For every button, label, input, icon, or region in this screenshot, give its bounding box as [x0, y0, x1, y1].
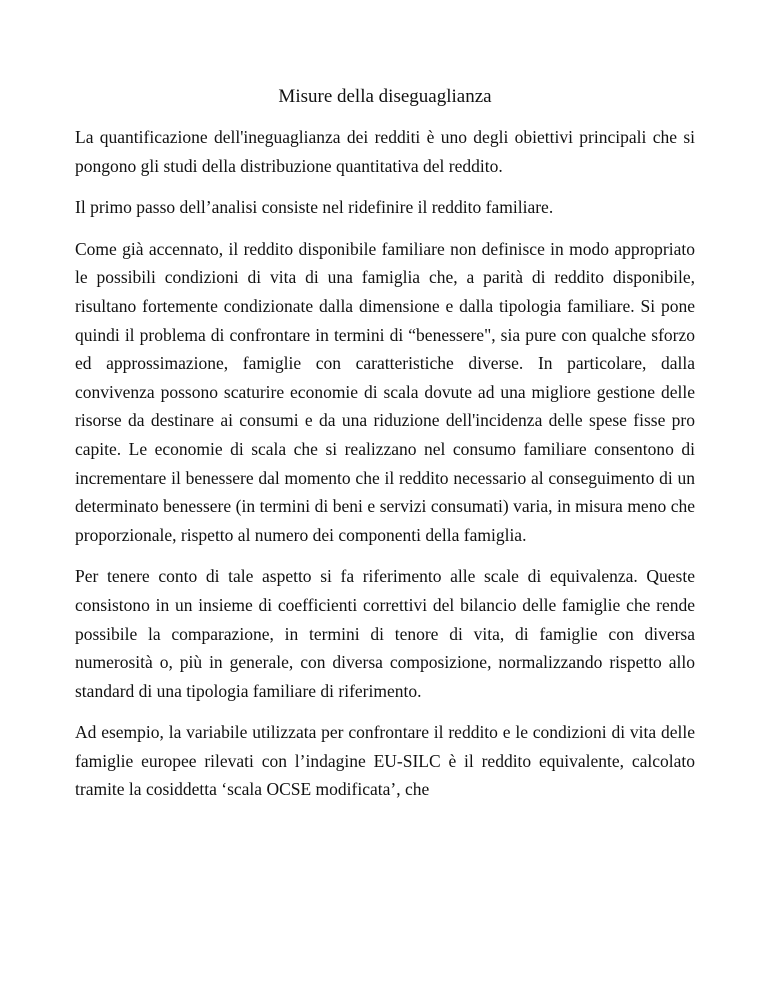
document-page [75, 83, 695, 804]
paragraph-first-step: Il primo passo dell’analisi consiste nel ridefinire il reddito familiare. [75, 197, 554, 218]
paragraph-equivalence-scales: Per tenere conto di tale aspetto si fa riferimento alle scale di equivalenza. Queste consistono in un insieme di coefficienti correttivi del bilancio delle famiglie che rende possibile la comparazione, in termini di tenore di vita, di famiglie con diversa numerosità o, più in generale, con diversa composizione, normalizzando rispetto allo standard di una tipologia familiare di riferimento. [75, 566, 695, 701]
paragraph-intro: La quantificazione dell'ineguaglianza dei redditi è uno degli obiettivi principali che si pongono gli studi della distribuzione quantitativa del reddito. [75, 127, 695, 176]
paragraph-eu-silc-example: Ad esempio, la variabile utilizzata per confrontare il reddito e le condizioni di vita delle famiglie europee rilevati con l’indagine EU-SILC è il reddito equivalente, calcolato tramite la cosiddetta ‘scala OCSE modificata’, che [75, 722, 695, 800]
document-title: Misure della diseguaglianza [278, 86, 492, 107]
paragraph-disposable-income: Come già accennato, il reddito disponibile familiare non definisce in modo appropriato le possibili condizioni di vita di una famiglia che, a parità di reddito disponibile, risultano fortemente condizionate dalla dimensione e dalla tipologia familiare. Si pone quindi il problema di confrontare in termini di “benessere", sia pure con qualche sforzo ed approssimazione, famiglie con caratteristiche diverse. In particolare, dalla convivenza possono scaturire economie di scala dovute ad una migliore gestione delle risorse da destinare ai consumi e da una riduzione dell'incidenza delle spese fisse pro capite. Le economie di scala che si realizzano nel consumo familiare consentono di incrementare il benessere dal momento che il reddito necessario al conseguimento di un determinato benessere (in termini di beni e servizi consumati) varia, in misura meno che proporzionale, rispetto al numero dei componenti della famiglia. [75, 238, 695, 545]
